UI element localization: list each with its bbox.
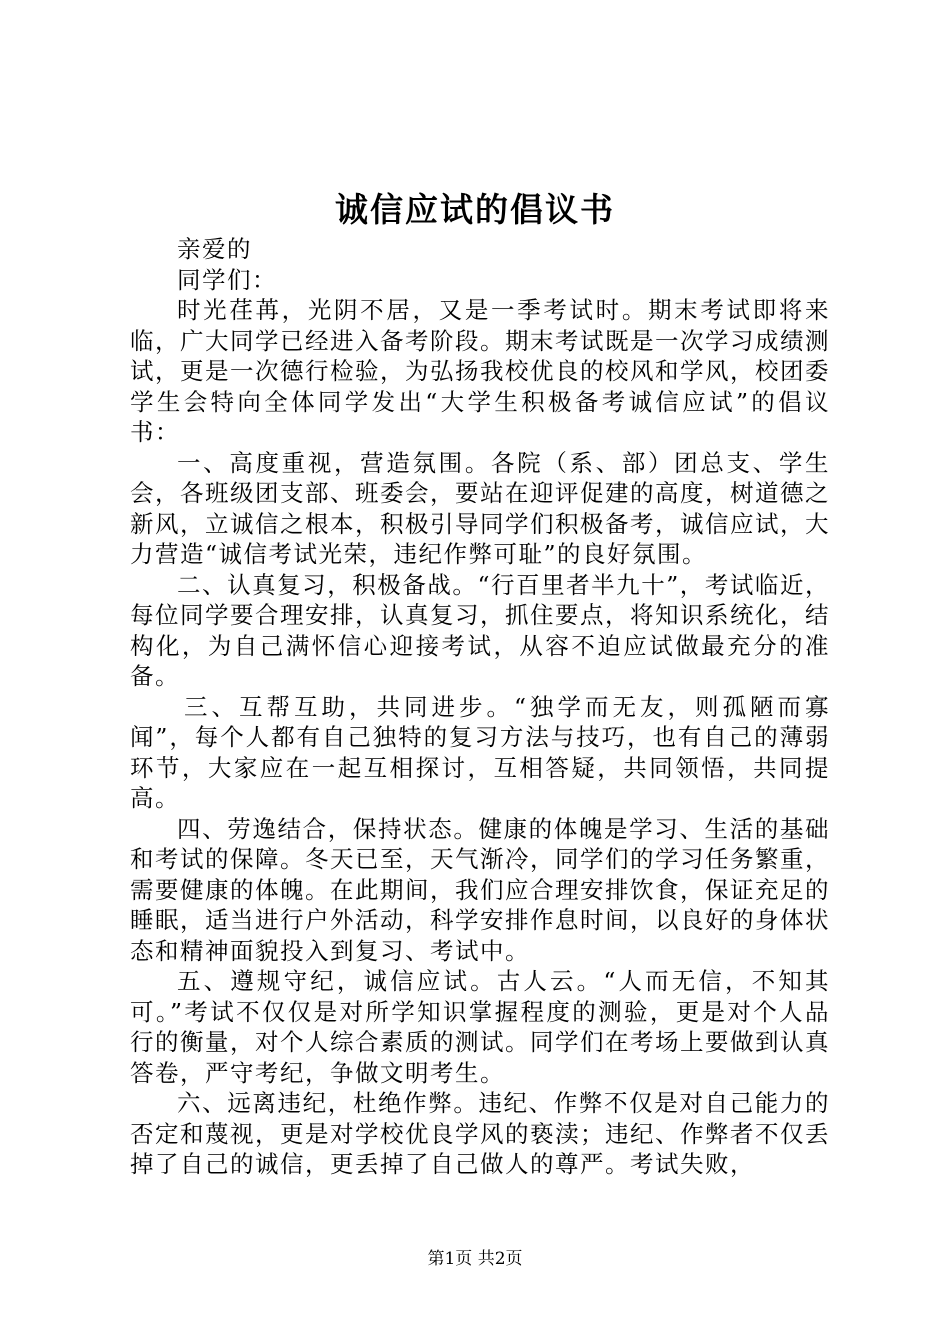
page-footer: 第1页 共2页 <box>427 1249 523 1269</box>
salutation-line: 同学们： <box>177 265 277 294</box>
paragraph-item-4: 四、劳逸结合，保持状态。健康的体魄是学习、生活的基础和考试的保障。冬天已至，天气渐冷，同学们的学习任务繁重，需要健康的体魄。在此期间，我们应合理安排饮食，保证充足的睡眠，适当进行户外活动，科学安排作息时间，以良好的身体状态和精神面貌投入到复习、考试中。 <box>130 814 830 965</box>
paragraph-item-1: 一、高度重视，营造氛围。各院（系、部）团总支、学生会，各班级团支部、班委会，要站在迎评促建的高度，树道德之新风，立诚信之根本，积极引导同学们积极备考，诚信应试，大力营造“诚信考试光荣，违纪作弊可耻”的良好氛围。 <box>130 448 830 568</box>
document-title: 诚信应试的倡议书 <box>335 190 615 229</box>
paragraph-item-3: 三、互帮互助，共同进步。“独学而无友，则孤陋而寡闻”，每个人都有自己独特的复习方法与技巧，也有自己的薄弱环节，大家应在一起互相探讨，互相答疑，共同领悟，共同提高。 <box>130 692 830 812</box>
paragraph-intro: 时光荏苒，光阴不居，又是一季考试时。期末考试即将来临，广大同学已经进入备考阶段。期末考试既是一次学习成绩测试，更是一次德行检验，为弘扬我校优良的校风和学风，校团委学生会特向全体同学发出“大学生积极备考诚信应试”的倡议书： <box>130 296 830 446</box>
paragraph-item-6: 六、远离违纪，杜绝作弊。违纪、作弊不仅是对自己能力的否定和蔑视，更是对学校优良学风的亵渎；违纪、作弊者不仅丢掉了自己的诚信，更丢掉了自己做人的尊严。考试失败， <box>130 1089 830 1178</box>
document-body <box>130 234 830 1180</box>
paragraph-item-2: 二、认真复习，积极备战。“行百里者半九十”，考试临近，每位同学要合理安排，认真复习，抓住要点，将知识系统化，结构化，为自己满怀信心迎接考试，从容不迫应试做最充分的准备。 <box>130 570 830 690</box>
salutation-line: 亲爱的 <box>177 235 252 263</box>
paragraph-item-5: 五、遵规守纪，诚信应试。古人云。“人而无信，不知其可。”考试不仅仅是对所学知识掌握程度的测验，更是对个人品行的衡量，对个人综合素质的测试。同学们在考场上要做到认真答卷，严守考纪，争做文明考生。 <box>130 967 830 1087</box>
